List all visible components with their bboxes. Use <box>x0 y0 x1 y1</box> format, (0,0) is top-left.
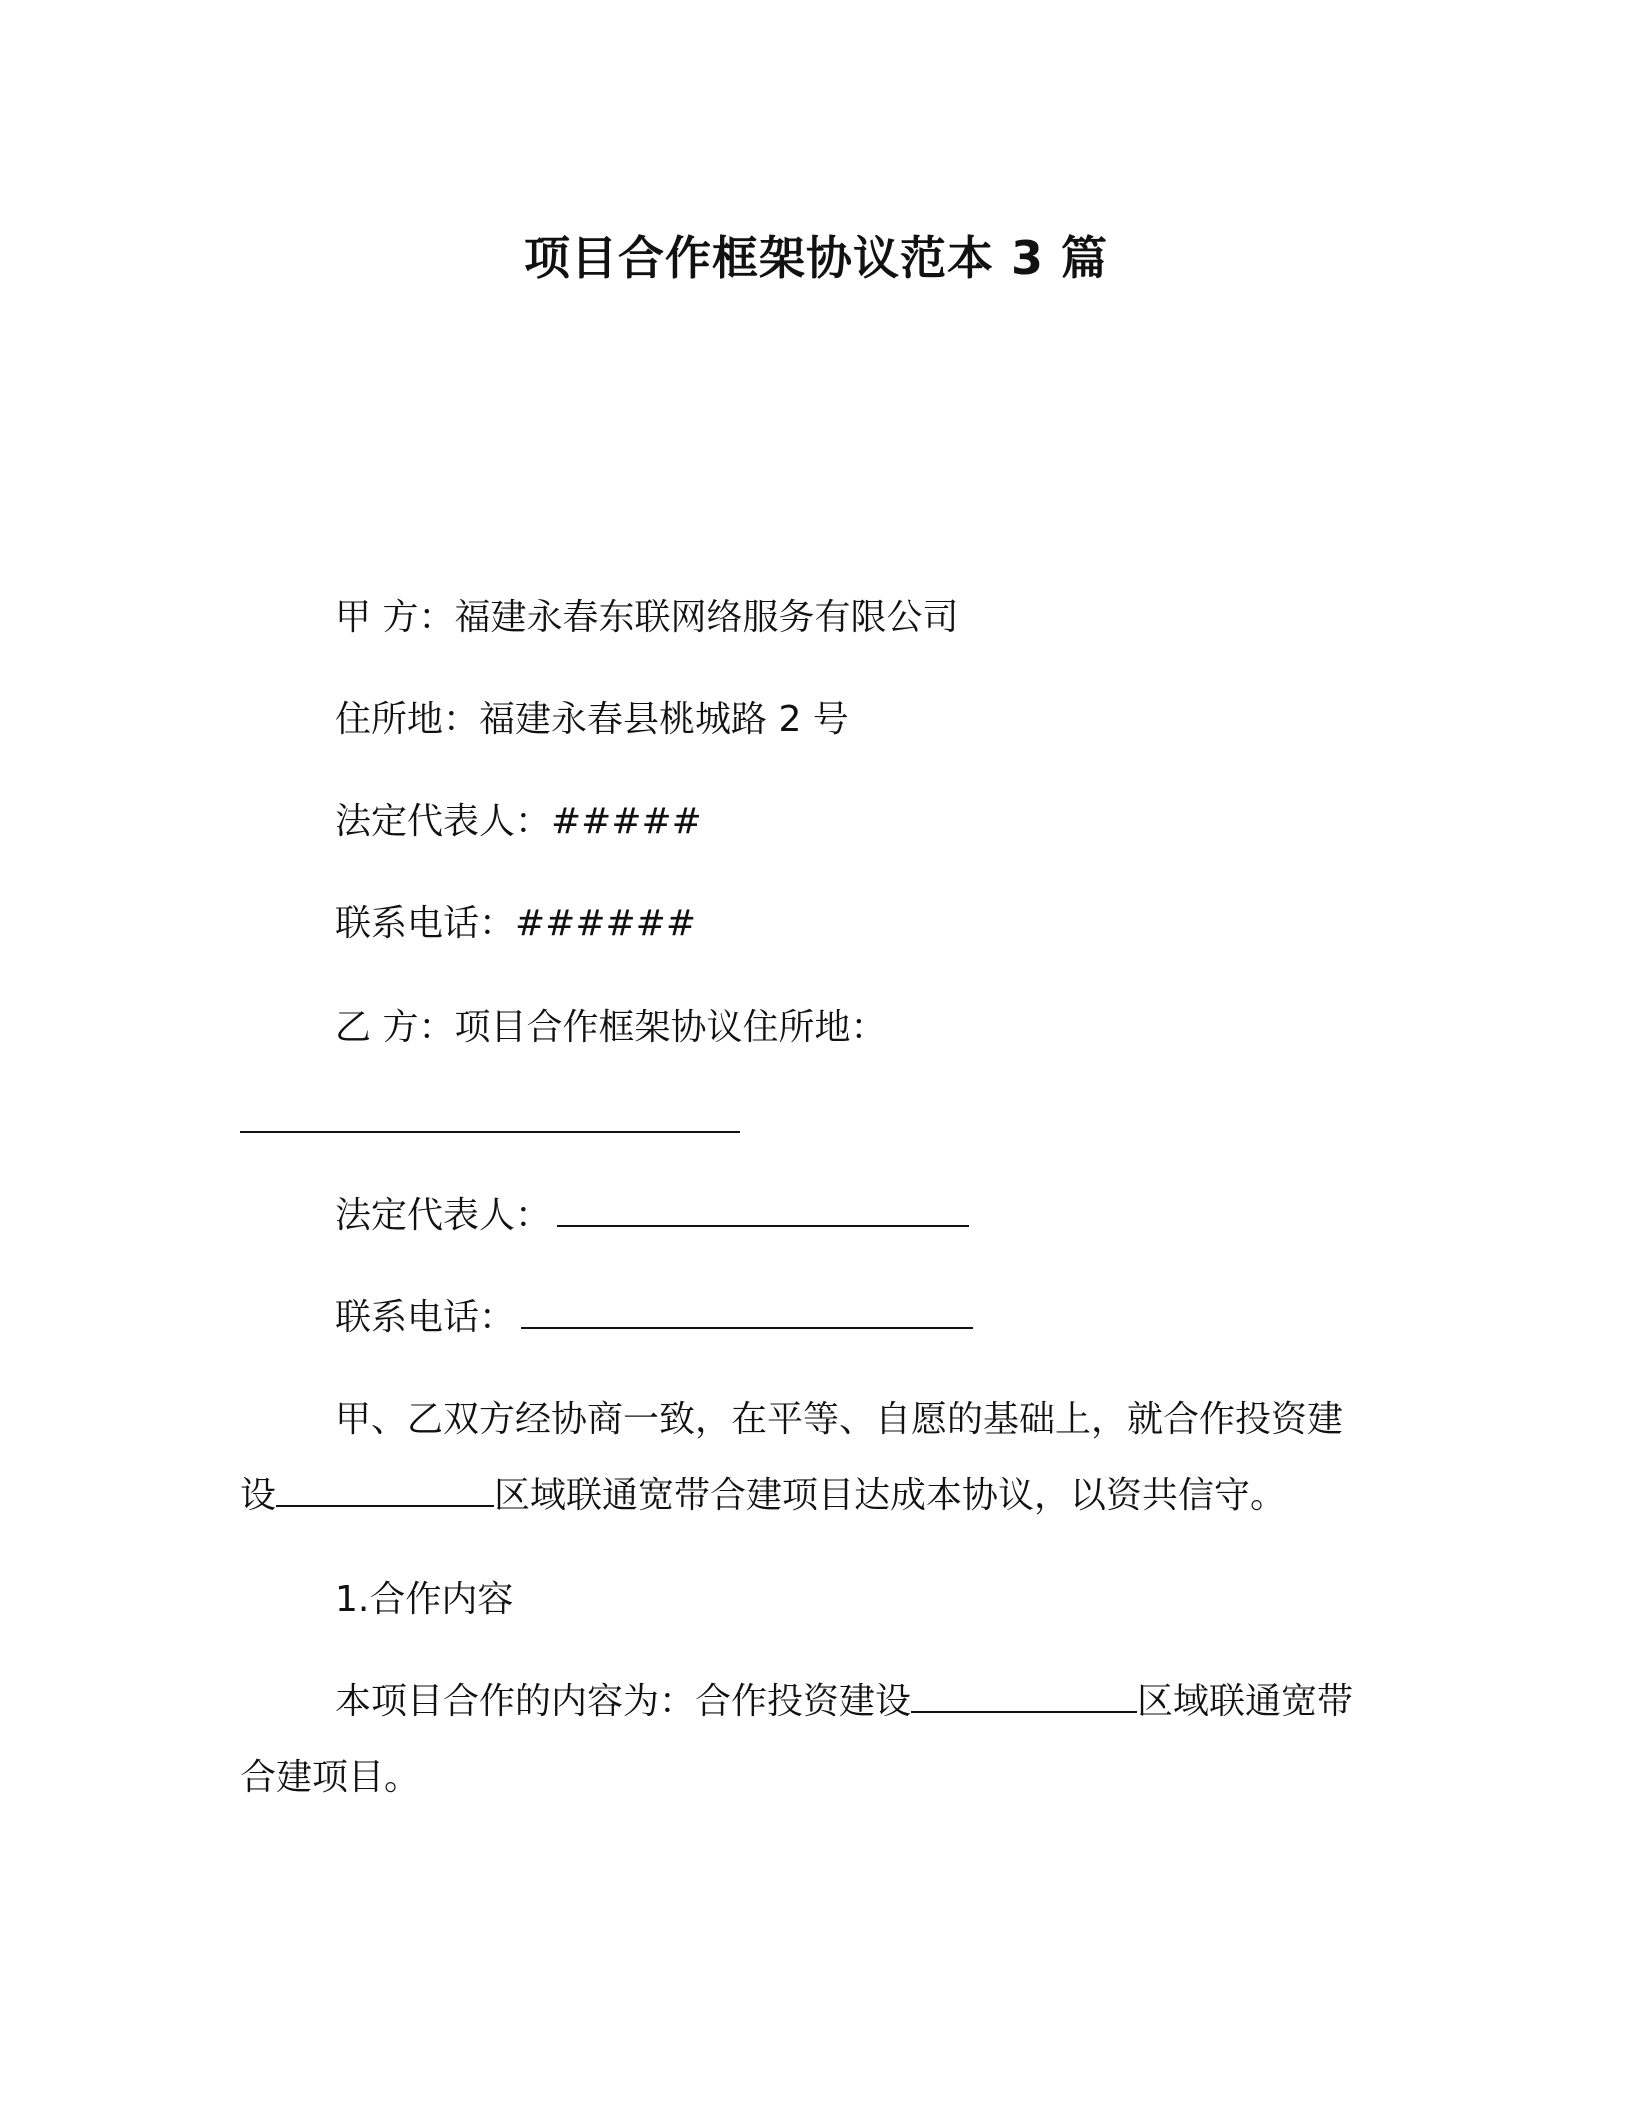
party-b-rep-blank[interactable] <box>557 1195 969 1227</box>
section-1-line-1-suffix: 区域联通宽带 <box>1137 1681 1354 1722</box>
party-a-address-line <box>335 696 849 744</box>
party-b-rep-label: 法定代表人： <box>335 1195 552 1236</box>
document-title: 项目合作框架协议范本 3 篇 <box>523 231 1109 285</box>
party-b-phone-blank[interactable] <box>521 1297 973 1329</box>
party-a-name-label: 甲 方： <box>335 597 455 638</box>
party-b-phone-line <box>335 1294 973 1342</box>
party-a-name-line <box>335 594 958 642</box>
party-a-phone-label: 联系电话： <box>335 903 516 944</box>
party-b-name-value: 项目合作框架协议住所地： <box>454 1007 887 1048</box>
party-a-rep-line <box>335 798 702 846</box>
party-b-address-blank[interactable] <box>240 1101 740 1133</box>
party-a-rep-label: 法定代表人： <box>335 801 552 842</box>
section-1-line-2: 合建项目。 <box>240 1757 421 1798</box>
intro-line-2-suffix: 区域联通宽带合建项目达成本协议，以资共信守。 <box>494 1475 1287 1516</box>
party-a-address-value: 福建永春县桃城路 2 号 <box>479 699 849 740</box>
party-a-name-value: 福建永春东联网络服务有限公司 <box>454 597 959 638</box>
party-a-phone-value: ###### <box>515 903 696 944</box>
section-1-line-1-prefix: 本项目合作的内容为：合作投资建设 <box>335 1681 912 1722</box>
party-b-phone-label: 联系电话： <box>335 1297 516 1338</box>
party-a-phone-line <box>335 900 696 948</box>
party-b-name-label: 乙 方： <box>335 1007 455 1048</box>
intro-region-blank[interactable] <box>276 1475 494 1507</box>
intro-line-2-prefix: 设 <box>240 1475 277 1516</box>
section-1-heading: 1.合作内容 <box>335 1579 514 1620</box>
party-b-rep-line <box>335 1192 969 1240</box>
intro-line-2 <box>240 1472 1286 1520</box>
intro-line-1: 甲、乙双方经协商一致，在平等、自愿的基础上，就合作投资建 <box>335 1399 1344 1440</box>
section-1-region-blank[interactable] <box>911 1681 1137 1713</box>
party-a-address-label: 住所地： <box>335 699 480 740</box>
party-b-name-line <box>335 1004 886 1052</box>
party-b-address-blank-line <box>240 1098 740 1146</box>
party-a-rep-value: ##### <box>551 801 702 842</box>
section-1-line-1 <box>335 1678 1353 1726</box>
